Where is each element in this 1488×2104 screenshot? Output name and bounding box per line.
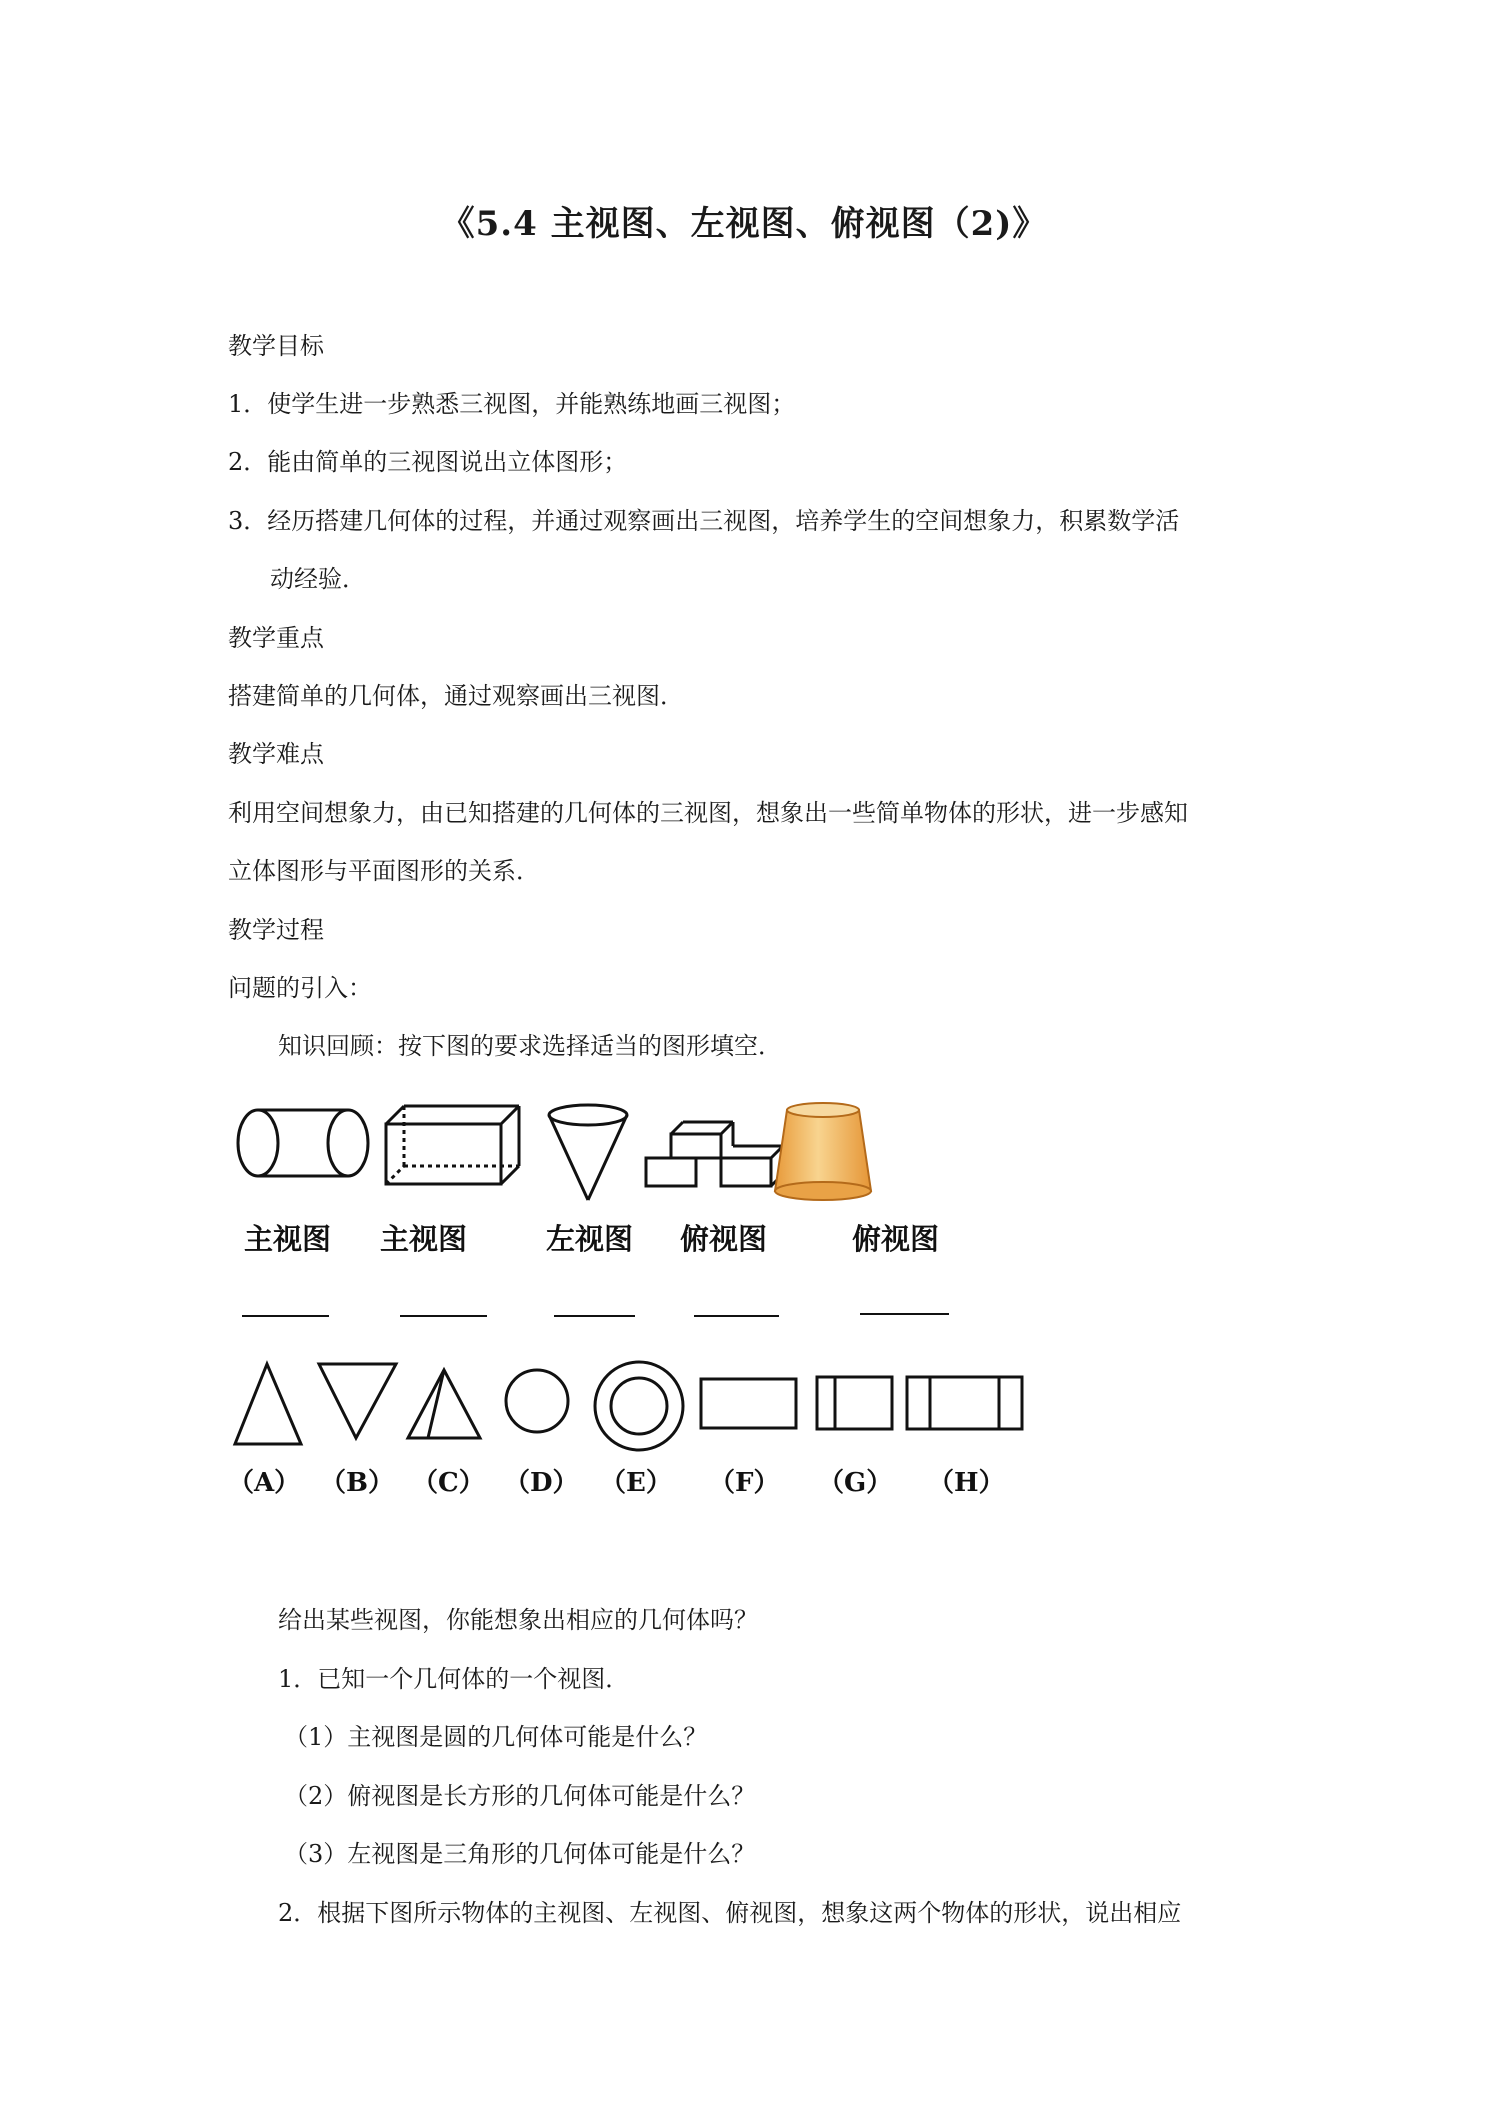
cone-icon bbox=[549, 1105, 627, 1200]
triangle-with-line-shape-c bbox=[408, 1370, 480, 1438]
concentric-circles-shape-e bbox=[595, 1362, 683, 1450]
question-2: 2．根据下图所示物体的主视图、左视图、俯视图，想象这两个物体的形状，说出相应 bbox=[278, 1899, 1182, 1927]
option-label-d: （D） bbox=[504, 1468, 579, 1498]
document-title: 《5.4 主视图、左视图、俯视图（2)》 bbox=[440, 204, 1048, 244]
process-heading: 教学过程 bbox=[228, 916, 324, 944]
rectangle-one-line-shape-g bbox=[817, 1377, 892, 1429]
frustum-icon bbox=[775, 1103, 871, 1200]
inverted-triangle-shape-b bbox=[319, 1364, 396, 1438]
key-heading: 教学重点 bbox=[228, 624, 324, 652]
option-label-a: （A） bbox=[228, 1468, 301, 1498]
question-1-part-3: （3）左视图是三角形的几何体可能是什么？ bbox=[284, 1840, 756, 1868]
review-text: 知识回顾：按下图的要求选择适当的图形填空． bbox=[278, 1032, 782, 1060]
three-views-figure bbox=[228, 1096, 1038, 1511]
cuboid-icon bbox=[386, 1106, 519, 1184]
option-label-e: （E） bbox=[600, 1468, 672, 1498]
triangle-shape-a bbox=[235, 1364, 301, 1444]
stacked-blocks-icon bbox=[646, 1122, 783, 1186]
question-1-part-1: （1）主视图是圆的几何体可能是什么？ bbox=[284, 1723, 708, 1751]
intro-heading: 问题的引入： bbox=[228, 974, 372, 1002]
view-label-5: 俯视图 bbox=[852, 1222, 940, 1256]
view-label-1: 主视图 bbox=[244, 1222, 332, 1256]
rectangle-two-lines-shape-h bbox=[907, 1377, 1022, 1429]
difficulty-heading: 教学难点 bbox=[228, 740, 324, 768]
option-label-f: （F） bbox=[709, 1468, 780, 1498]
question-1: 1．已知一个几何体的一个视图． bbox=[278, 1665, 630, 1693]
goal-item-3-cont: 动经验． bbox=[270, 565, 366, 593]
goal-heading: 教学目标 bbox=[228, 332, 324, 360]
rectangle-shape-f bbox=[701, 1379, 796, 1428]
cylinder-icon bbox=[238, 1110, 368, 1176]
option-label-g: （G） bbox=[818, 1468, 893, 1498]
option-label-b: （B） bbox=[320, 1468, 394, 1498]
goal-item-2: 2．能由简单的三视图说出立体图形； bbox=[228, 448, 628, 476]
view-label-3: 左视图 bbox=[546, 1222, 634, 1256]
view-label-2: 主视图 bbox=[380, 1222, 468, 1256]
question-intro: 给出某些视图，你能想象出相应的几何体吗？ bbox=[278, 1606, 758, 1634]
difficulty-text: 利用空间想象力，由已知搭建的几何体的三视图，想象出一些简单物体的形状，进一步感知 bbox=[228, 799, 1188, 827]
difficulty-text-cont: 立体图形与平面图形的关系． bbox=[228, 857, 540, 885]
option-label-h: （H） bbox=[928, 1468, 1005, 1498]
option-label-c: （C） bbox=[412, 1468, 485, 1498]
question-1-part-2: （2）俯视图是长方形的几何体可能是什么？ bbox=[284, 1782, 756, 1810]
key-text: 搭建简单的几何体，通过观察画出三视图． bbox=[228, 682, 684, 710]
goal-item-3: 3．经历搭建几何体的过程，并通过观察画出三视图，培养学生的空间想象力，积累数学活 bbox=[228, 507, 1180, 535]
goal-item-1: 1．使学生进一步熟悉三视图，并能熟练地画三视图； bbox=[228, 390, 796, 418]
circle-shape-d bbox=[506, 1370, 568, 1432]
view-label-4: 俯视图 bbox=[680, 1222, 768, 1256]
